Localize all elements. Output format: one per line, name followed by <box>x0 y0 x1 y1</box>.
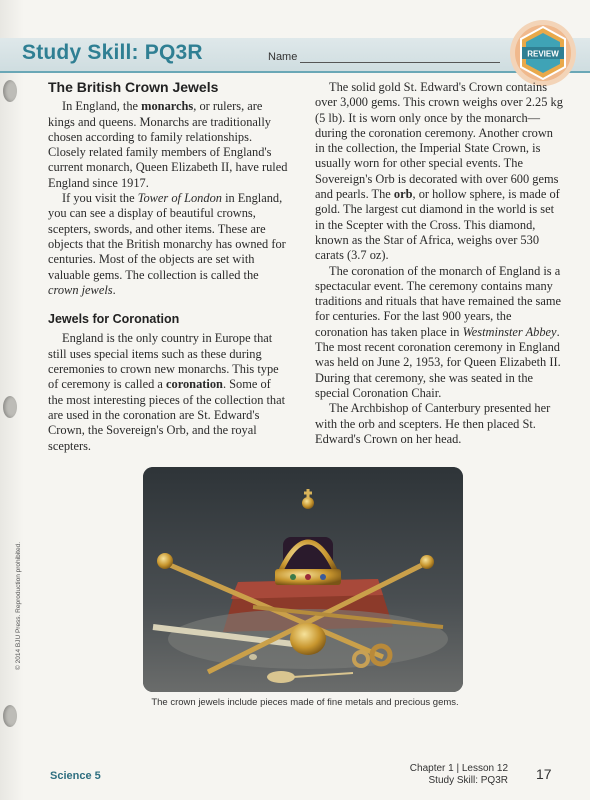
right-column <box>315 80 565 447</box>
paragraph: The solid gold St. Edward's Crown contains over 3,000 gems. This crown weighs over 2.25 kg (5 lb). It is worn only once by the monarch—during the coronation ceremony. Another crown in the collection, the Imperial State Crown, is usually worn for other special events. The Sovereign's Orb is decorated with over 600 gems and pearls. The orb, or hollow sphere, is made of gold. The largest cut diamond in the world is set in the Scepter with the Cross. This diamond, known as the Star of Africa, weighs over 530 carats (3.7 oz). <box>315 80 563 263</box>
article-title: The British Crown Jewels <box>48 79 219 95</box>
paragraph: The coronation of the monarch of England is a spectacular event. The ceremony contains many traditions and rituals that have remained the same for centuries. For the last 900 years, the coronation has taken place in Westminster Abbey. The most recent coronation ceremony in England was held on June 2, 1953, for Queen Elizabeth II. During that ceremony, she was seated in the special Coronation Chair. <box>315 263 562 400</box>
lesson-reference <box>410 763 508 787</box>
name-label: Name <box>268 51 298 63</box>
paragraph: England is the only country in Europe that still uses special items such as these during ceremonies to crown new monarchs. This type of ceremony is called a coronation. Some of the most interesting pieces of the collection that are used in the coronation are St. Edward's Crown, the Sovereign's Orb, and the royal scepters. <box>48 331 286 453</box>
copyright-notice: © 2014 BJU Press. Reproduction prohibited. <box>15 542 22 670</box>
left-column <box>48 80 288 454</box>
figure-caption: The crown jewels include pieces made of fine metals and precious gems. <box>151 697 459 708</box>
page-title: Study Skill: PQ3R <box>22 41 203 64</box>
binder-hole <box>3 396 17 418</box>
subheading: Jewels for Coronation <box>48 312 180 327</box>
skill-label: Study Skill: PQ3R <box>428 775 508 786</box>
paragraph: If you visit the Tower of London in England, you can see a display of beautiful crowns, scepters, swords, and other items. These are objects that the British monarchy has owned for centuries. Most of the objects are set with valuable gems. The collection is called the crown jewels. <box>48 191 286 297</box>
term-coronation: coronation <box>166 377 223 392</box>
binder-hole <box>3 80 17 102</box>
page-number: 17 <box>536 766 552 782</box>
crown-jewels-photo <box>143 467 463 692</box>
chapter-label: Chapter 1 | Lesson 12 <box>409 763 508 774</box>
paragraph: In England, the monarchs, or rulers, are kings and queens. Monarchs are traditionally chosen according to family relationships. Closely related family members of England's current monarch, Queen Elizabeth II, have ruled England since 1917. <box>48 99 288 190</box>
term-orb: orb <box>393 187 413 202</box>
badge-label: REVIEW <box>527 49 559 59</box>
course-label: Science 5 <box>50 770 101 782</box>
binder-hole <box>3 705 17 727</box>
paragraph: The Archbishop of Canterbury presented her with the orb and scepters. He then placed St. Edward's Crown on her head. <box>315 401 551 446</box>
term-monarchs: monarchs <box>141 99 194 114</box>
name-field-line[interactable] <box>300 62 500 63</box>
review-badge-icon <box>508 18 578 88</box>
